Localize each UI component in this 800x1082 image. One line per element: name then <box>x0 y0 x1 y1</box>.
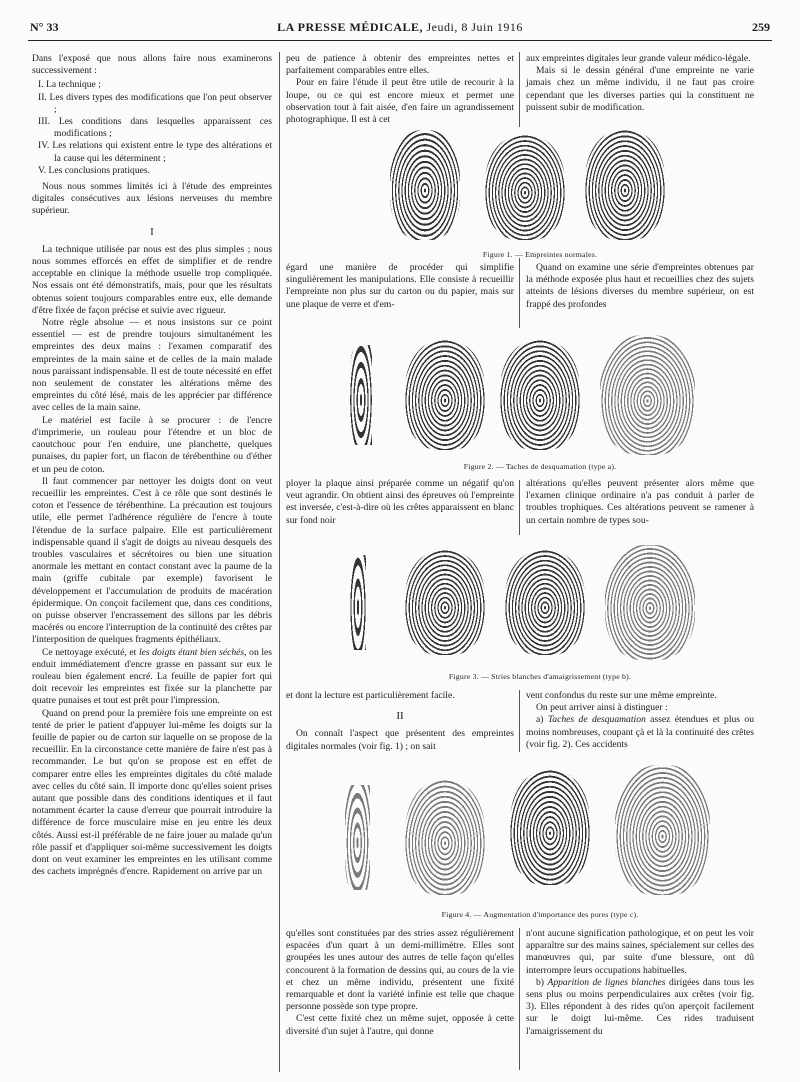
fingerprint-image <box>345 785 370 890</box>
paragraph <box>526 977 754 1038</box>
paragraph: égard une manière de procéder qui simplifie singulièrement les manipulations. Elle consiste à recueillir l'empreinte non plus sur du carton ou du papier, mais sur une plaque de verre et d'em- <box>286 262 514 310</box>
text-run: assez étendues et plus ou moins nombreuses, coupant çà et là la continuité des crêtes (voir fig. 2). Ces accidents <box>526 714 755 750</box>
text-below-figure-1-middle <box>286 262 514 311</box>
italic-run: Taches de desquamation <box>547 714 646 726</box>
column-divider-right-3 <box>519 480 520 535</box>
fingerprint-image <box>485 135 565 240</box>
paragraph: ployer la plaque ainsi préparée comme un négatif qu'on veut agrandir. On obtient ainsi des épreuves où l'empreinte est inversée, c'est-à-dire où les crêtes apparaissent en blanc sur fond noir <box>286 478 514 526</box>
column-divider-left <box>279 52 280 1072</box>
fingerprint-image <box>600 335 695 455</box>
fingerprint-image <box>405 780 485 895</box>
italic-run: Apparition de lignes blanches <box>547 976 666 988</box>
plan-item: II. Les divers types des modifications que l'on peut observer ; <box>38 91 272 115</box>
fingerprint-image <box>605 545 695 660</box>
paragraph <box>526 714 754 751</box>
journal-title <box>30 20 770 35</box>
fingerprint-image <box>405 340 485 450</box>
column-1 <box>32 53 272 878</box>
plan-item: IV. Les relations qui existent entre le type des altérations et la cause qui les déterminent ; <box>38 140 272 164</box>
text-run: a) <box>536 714 548 726</box>
issue-number: N° 33 <box>30 20 59 34</box>
plan-list <box>32 79 272 177</box>
top-right-text <box>526 53 754 114</box>
paragraph: On peut arriver ainsi à distinguer : <box>536 702 668 714</box>
text-below-figure-3-right <box>526 690 754 751</box>
fingerprint-image <box>510 770 590 885</box>
column-divider-right-4 <box>519 690 520 752</box>
header-rule <box>28 40 772 41</box>
paragraph: La technique utilisée par nous est des plus simples ; nous nous sommes efforcés en effet de simplifier et de rendre acceptable en clinique la méthode usuelle trop compliquée. Nos essais ont été démonstratifs, mais, pour que les résultats obtenus soient toujours comparables entre eux, elle demande d'être fixée de façon précise et suivie avec rigueur. <box>32 243 272 316</box>
paragraph: On connaît l'aspect que présentent des empreintes digitales normales (voir fig. 1) ; on sait <box>286 728 514 752</box>
top-middle-text <box>286 53 514 126</box>
paragraph: Quand on prend pour la première fois une empreinte on est tenté de prier le patient d'appuyer lui-même les doigts sur la feuille de papier ou de carton sur laquelle on se propose de la recueillir. En la circonstance cette manière de faire n'est pas à recommander. Le but qu'on se propose est en effet de comparer entre elles les empreintes digitales du côté malade avec celles du côté sain. Il importe donc qu'elles soient prises autant que possible dans des conditions identiques et il faut notamment écarter la cause d'erreur que pourrait introduire la différence de force musculaire mise en jeu entre les deux côtés. Aussi est-il préférable de ne faire jouer au malade qu'un rôle passif et d'appliquer soi-même successivement les doigts dont on veut examiner les empreintes en les utilisant comme des cachets imprégnés d'encre. Rapidement on arrive par un <box>32 707 272 878</box>
text-below-figure-2-right <box>526 478 754 527</box>
fingerprint-image <box>615 765 710 895</box>
page-number: 259 <box>752 20 770 34</box>
paragraph: Notre règle absolue — et nous insistons sur ce point essentiel — est de prendre toujours simultanément les empreintes des deux mains : l'examen comparatif des empreintes de la main saine et de celles de la main malade nous paraissant indispensable. Il est de toute nécessité en effet non seulement de constater les altérations même des empreintes du côté lésé, mais de les apprécier par différence avec celles de la main saine. <box>32 317 272 414</box>
paragraph: aux empreintes digitales leur grande valeur médico-légale. <box>526 53 751 64</box>
italic-run: les doigts étant bien séchés <box>138 646 245 658</box>
fingerprint-image <box>405 550 485 655</box>
figure-3-caption: Figure 3. — Stries blanches d'amaigrissement (type b). <box>448 672 632 681</box>
figure-4 <box>345 765 735 900</box>
figure-2-caption: Figure 2. — Taches de desquamation (type a). <box>463 462 617 471</box>
plan-item: III. Les conditions dans lesquelles apparaissent ces modifications ; <box>38 116 272 140</box>
figure-2 <box>350 335 730 455</box>
section-heading-1: I <box>150 225 154 238</box>
fingerprint-image <box>390 130 460 240</box>
column-divider-right-top <box>519 52 520 127</box>
intro-text: Dans l'exposé que nous allons faire nous examinerons successivement : <box>32 53 272 77</box>
text-run: , on les enduit immédiatement d'encre grasse en passant sur eux le rouleau bien également encré. La feuille de papier fort qui doit recevoir les empreintes est fixée sur la planchette par quatre punaises et tout est prêt pour l'impression. <box>32 646 272 707</box>
figure-1 <box>380 130 700 240</box>
text-run: b) <box>536 976 548 988</box>
page-header <box>30 20 770 38</box>
text-below-figure-2-middle <box>286 478 514 527</box>
paragraph: C'est cette fixité chez un même sujet, opposée à cette diversité d'un sujet à l'autre, qui donne <box>286 1013 514 1037</box>
text-run: Ce nettoyage exécuté, et <box>42 646 139 658</box>
issue-date: Jeudi, 8 Juin 1916 <box>423 20 523 34</box>
figure-4-caption: Figure 4. — Augmentation d'importance des pores (type c). <box>441 910 639 919</box>
text-run: dirigées dans tous les sens plus ou moins perpendiculaires aux crêtes (voir fig. 3). Elles répondent à des rides qu'on aperçoit facilement sur le doigt lui-même. Ces rides traduisent l'amaigrissement du <box>526 976 755 1037</box>
paragraph: et dont la lecture est particulièrement facile. <box>286 690 455 701</box>
paragraph: n'ont aucune signification pathologique, et on peut les voir apparaître sur des mains saines, spécialement sur celles des manœuvres qui, par suite d'une blessure, ont dû interrompre leurs occupations habituelles. <box>526 928 754 976</box>
fingerprint-image <box>500 340 580 450</box>
paragraph <box>32 647 272 708</box>
fingerprint-image <box>350 555 366 650</box>
plan-item: V. Les conclusions pratiques. <box>38 164 150 176</box>
text-below-figure-4-right <box>526 928 754 1038</box>
figure-1-caption: Figure 1. — Empreintes normales. <box>482 250 598 259</box>
paragraph: Il faut commencer par nettoyer les doigts dont on veut recueillir les empreintes. C'est à ce rôle que sont destinés le coton et l'essence de térébenthine. La précaution est toujours utile, elle permet l'adhérence régulière de l'encre à toute l'étendue de la surface palpaire. Elle est particulièrement indispensable quand il s'agit de doigts au niveau desquels des troubles vasculaires et sécrétoires ou bien une situation anormale les mettant en contact constant avec la paume de la main (griffe cubitale par exemple) favorisent le développement et l'accumulation de produits de macération épidermique. On conçoit facilement que, dans ces conditions, on puisse observer l'encrassement des sillons par les débris macérés ou encore l'interruption de la continuité des crêtes par l'interposition de quelques fragments épithéliaux. <box>32 475 272 646</box>
paragraph: peu de patience à obtenir des empreintes nettes et parfaitement comparables entre elles. <box>286 53 514 77</box>
fingerprint-image <box>585 130 665 240</box>
paragraph: Le matériel est facile à se procurer : de l'encre d'imprimerie, un rouleau pour l'étendre et un bloc de caoutchouc pour l'en enduire, une planchette, quelques punaises, du papier fort, un flacon de térébenthine ou d'éther et un peu de coton. <box>32 414 272 475</box>
paragraph: vent confondus du reste sur une même empreinte. <box>526 690 717 701</box>
scope-text: Nous nous sommes limités ici à l'étude des empreintes digitales consécutives aux lésions nerveuses du membre supérieur. <box>32 181 272 217</box>
journal-name: LA PRESSE MÉDICALE, <box>277 20 424 34</box>
paragraph: Mais si le dessin général d'une empreinte ne varie jamais chez un même individu, il ne faut pas croire cependant que les diverses parties qui la constituent ne puissent subir de modification. <box>526 65 754 113</box>
fingerprint-image <box>505 550 585 655</box>
text-below-figure-3-middle <box>286 690 514 753</box>
fingerprint-image <box>350 345 372 445</box>
paragraph: qu'elles sont constituées par des stries assez régulièrement espacées d'un quart à un demi-millimètre. Elles sont groupées les unes autour des autres de telle façon qu'elles concourent à la formation de dessins qui, au cours de la vie et chez un même individu, présentent une fixité remarquable et dont la variété infinie est telle que chaque personne possède son type propre. <box>286 928 514 1013</box>
column-divider-right-5 <box>519 928 520 1070</box>
text-below-figure-4-middle <box>286 928 514 1038</box>
column-divider-right-2 <box>519 258 520 328</box>
figure-3 <box>350 540 730 660</box>
plan-item: I. La technique ; <box>38 79 101 91</box>
paragraph: Quand on examine une série d'empreintes obtenues par la méthode exposée plus haut et recueillies chez des sujets atteints de lésions diverses du membre supérieur, on est frappé des profondes <box>526 262 754 310</box>
paragraph: altérations qu'elles peuvent présenter alors même que l'examen clinique ordinaire n'a pas conduit à parler de troubles trophiques. Ces altérations peuvent se ramener à un certain nombre de types sou- <box>526 478 754 526</box>
paragraph: Pour en faire l'étude il peut être utile de recourir à la loupe, ou ce qui est encore mieux et permet une observation tout à fait aisée, d'en faire un agrandissement photographique. Il est à cet <box>286 77 514 126</box>
text-below-figure-1-right <box>526 262 754 311</box>
section-heading-2: II <box>396 710 404 723</box>
